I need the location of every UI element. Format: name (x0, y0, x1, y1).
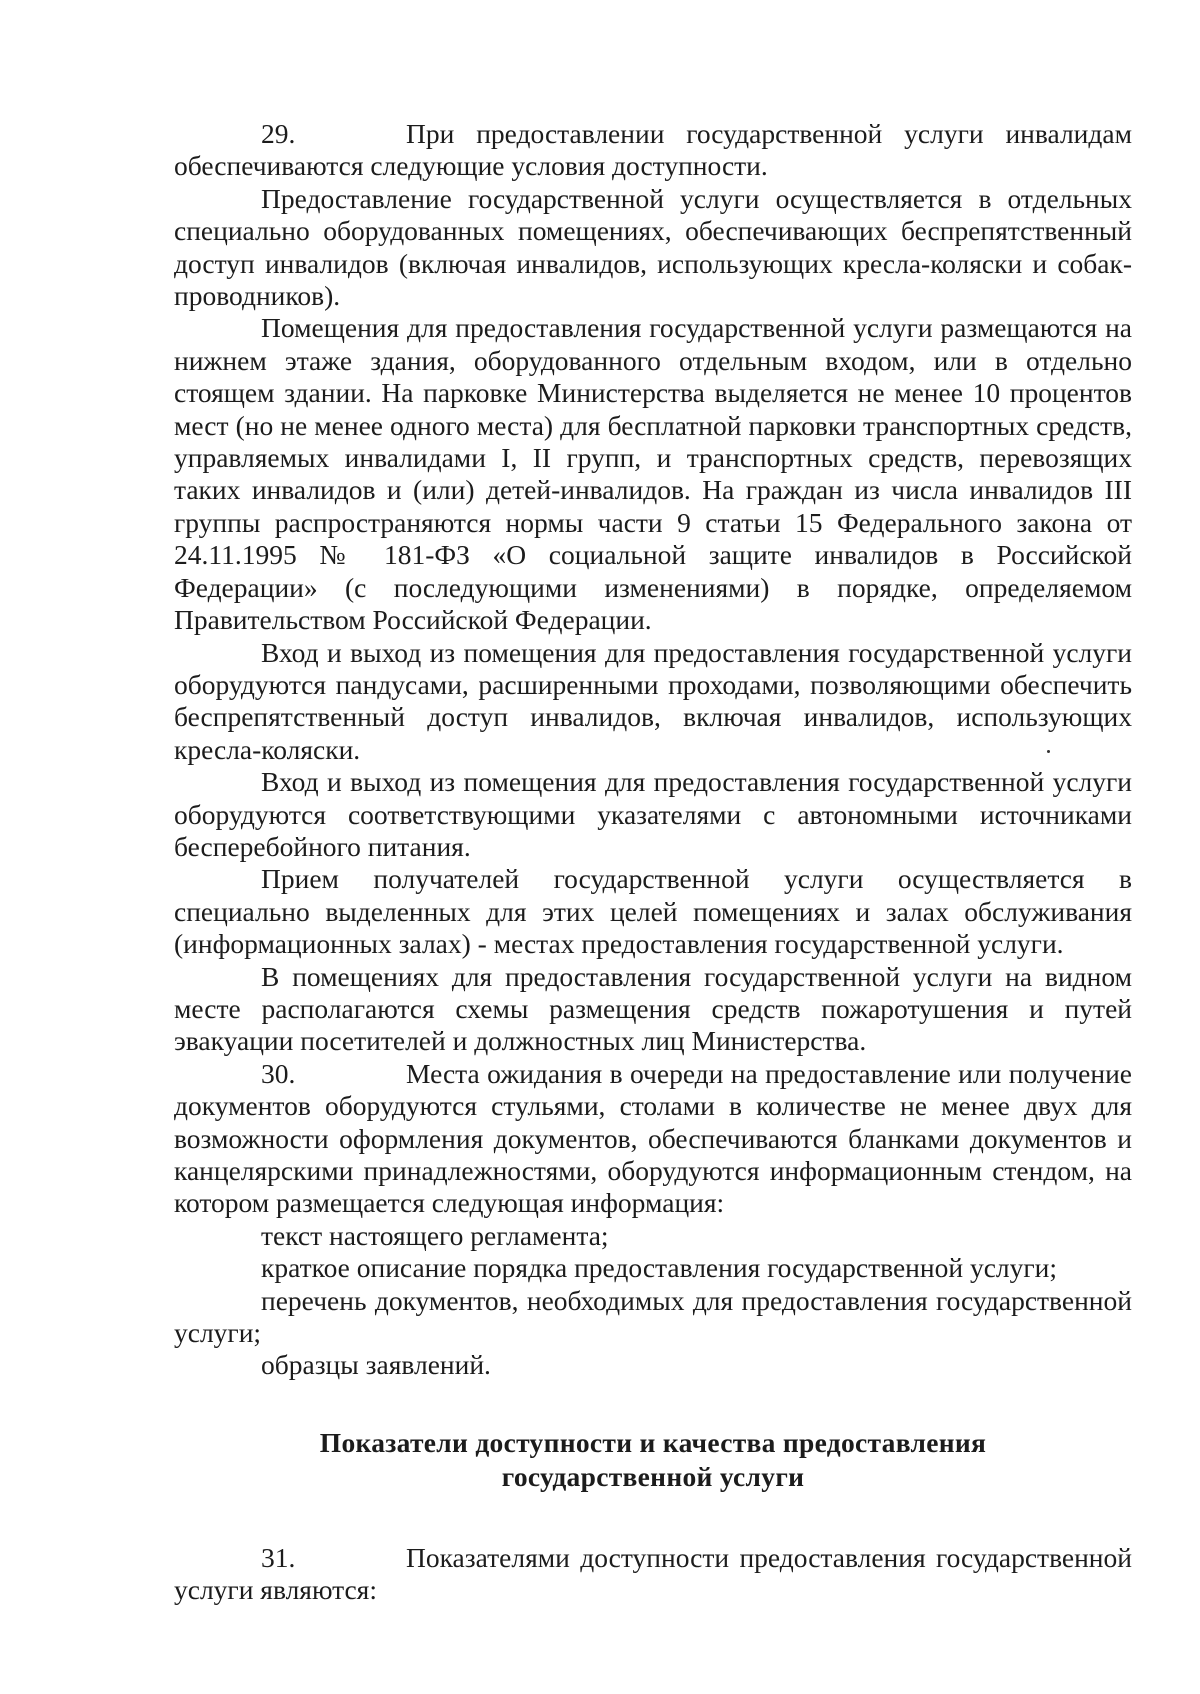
section-heading (174, 1426, 1132, 1494)
paragraph-number: 29. (261, 118, 296, 149)
section-heading-line: государственной услуги (501, 1460, 805, 1492)
paragraph-text: Места ожидания в очереди на предоставление или получение документов оборудуются стульями, столами в количестве не менее двух для возможности оформления документов, обеспечиваются бланками документов и канцелярскими принадлежностями, оборудуются информационным стендом, на котором размещается следующая информация: (174, 1057, 1132, 1219)
paragraph-text: Показателями доступности предоставления государственной услуги являются: (174, 1541, 1132, 1606)
list-item: образцы заявлений. (261, 1349, 491, 1381)
list-item: перечень документов, необходимых для предоставления государственной услуги; (174, 1284, 1132, 1349)
paragraph-29-3: Вход и выход из помещения для предоставления государственной услуги оборудуются пандусами, расширенными проходами, позволяющими обеспечить беспрепятственный доступ инвалидов, включая инвалидов, использующих кресла-коляски. (174, 636, 1132, 765)
paragraph-29-6: В помещениях для предоставления государственной услуги на видном месте располагаются схемы размещения средств пожаротушения и путей эвакуации посетителей и должностных лиц Министерства. (174, 960, 1132, 1057)
paragraph-31 (174, 1542, 1132, 1607)
paragraph-text: При предоставлении государственной услуги инвалидам обеспечиваются следующие условия доступности. (174, 118, 1132, 182)
paragraph-29 (174, 118, 1132, 183)
paragraph-number: 31. (261, 1541, 296, 1573)
paragraph-29-1: Предоставление государственной услуги осуществляется в отдельных специально оборудованных помещениях, обеспечивающих беспрепятственный доступ инвалидов (включая инвалидов, использующих кресла-коляски и собак-проводников). (174, 182, 1132, 312)
paragraph-number: 30. (261, 1057, 296, 1089)
paragraph-29-4: Вход и выход из помещения для предоставления государственной услуги оборудуются соответствующими указателями с автономными источниками бесперебойного питания. (174, 766, 1132, 862)
document-page (174, 118, 1132, 1607)
list-item: краткое описание порядка предоставления государственной услуги; (261, 1252, 1058, 1284)
scan-speck (1047, 750, 1050, 753)
list-item: текст настоящего регламента; (261, 1219, 609, 1251)
paragraph-29-5: Прием получателей государственной услуги осуществляется в специально выделенных для этих целей помещениях и залах обслуживания (информационных залах) - местах предоставления государственной услуги. (174, 863, 1132, 960)
paragraph-29-2: Помещения для предоставления государственной услуги размещаются на нижнем этаже здания, оборудованного отдельным входом, или в отдельно стоящем здании. На парковке Министерства выделяется не менее 10 процентов мест (но не менее одного места) для бесплатной парковки транспортных средств, управляемых инвалидами I, II групп, и транспортных средств, перевозящих таких инвалидов и (или) детей-инвалидов. На граждан из числа инвалидов III группы распространяются нормы части 9 статьи 15 Федерального закона от 24.11.1995 № 181-ФЗ «О социальной защите инвалидов в Российской Федерации» (с последующими изменениями) в порядке, определяемом Правительством Российской Федерации. (174, 312, 1132, 636)
section-heading-line: Показатели доступности и качества предоставления (319, 1426, 987, 1458)
paragraph-30 (174, 1058, 1132, 1220)
